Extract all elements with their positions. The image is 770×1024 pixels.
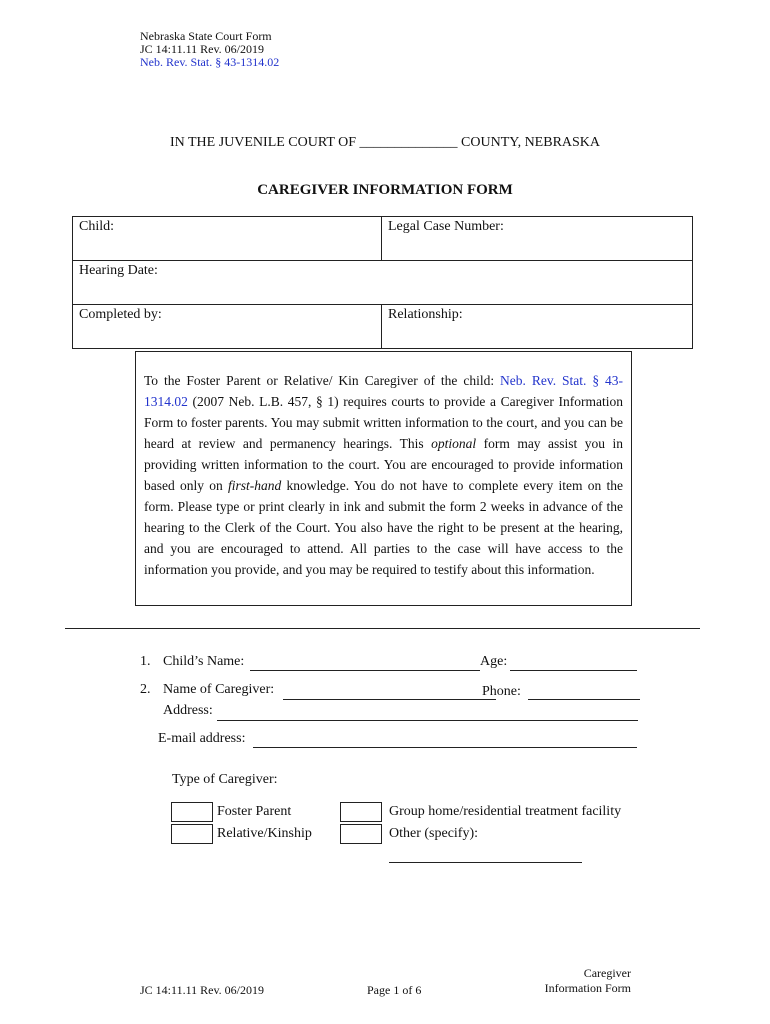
- group-home-label: Group home/residential treatment facility: [389, 804, 622, 819]
- other-label: Other (specify):: [389, 826, 479, 841]
- child-label: Child:: [79, 219, 115, 234]
- address-label: Address:: [163, 703, 213, 718]
- footer-form-title: [530, 966, 631, 996]
- form-header: [140, 30, 279, 69]
- hearing-date-label: Hearing Date:: [79, 263, 158, 278]
- footer-form-title-line2: Information Form: [544, 981, 631, 995]
- caregiver-type-label: Type of Caregiver:: [172, 772, 278, 787]
- group-home-checkbox[interactable]: [340, 802, 382, 822]
- age-input[interactable]: [510, 670, 637, 671]
- notice-text-2: form may assist you in providing written information to the court. You are encouraged to provide information based only on: [144, 436, 623, 493]
- email-input[interactable]: [253, 747, 637, 748]
- child-field[interactable]: [73, 217, 382, 261]
- footer-form-code: JC 14:11.11 Rev. 06/2019: [140, 983, 265, 997]
- notice-box: [135, 351, 632, 606]
- notice-text-1: (2007 Neb. L.B. 457, § 1) requires courts to provide a Caregiver Information Form to foster parents. You may submit written information to the court, and you can be heard at review and permanency hearings. This: [144, 394, 623, 451]
- address-input[interactable]: [217, 720, 638, 721]
- completed-by-label: Completed by:: [79, 307, 162, 322]
- form-code: JC 14:11.11 Rev. 06/2019: [140, 42, 265, 56]
- q2-number: 2.: [140, 682, 151, 697]
- relationship-field[interactable]: [382, 305, 693, 349]
- relationship-label: Relationship:: [388, 307, 463, 322]
- age-label: Age:: [480, 654, 508, 669]
- caregiver-name-input[interactable]: [283, 699, 496, 700]
- caregiver-name-label: Name of Caregiver:: [163, 682, 275, 697]
- notice-intro: To the Foster Parent or Relative/ Kin Caregiver of the child:: [144, 373, 501, 388]
- foster-parent-checkbox[interactable]: [171, 802, 213, 822]
- relative-kinship-label: Relative/Kinship: [217, 826, 312, 841]
- childs-name-input[interactable]: [250, 670, 480, 671]
- page-number: Page 1 of 6: [367, 983, 422, 997]
- other-specify-input[interactable]: [389, 862, 582, 863]
- court-line: IN THE JUVENILE COURT OF ______________ COUNTY, NEBRASKA: [169, 135, 601, 150]
- legal-case-number-field[interactable]: [382, 217, 693, 261]
- hearing-date-field[interactable]: [73, 261, 693, 305]
- completed-by-field[interactable]: [73, 305, 382, 349]
- notice-optional: optional: [431, 436, 477, 451]
- notice-text-3: knowledge. You do not have to complete every item on the form. Please type or print clearly in ink and submit the form 2 weeks in advance of the hearing to the Clerk of the Court. You also have the right to be present at the hearing, and you are encouraged to attend. All parties to the case will have access to the information you provide, and you may be required to testify about this information.: [144, 478, 623, 577]
- foster-parent-label: Foster Parent: [217, 804, 292, 819]
- phone-label: Phone:: [482, 684, 521, 699]
- footer-form-title-line1: Caregiver: [583, 966, 631, 980]
- notice-first-hand: first-hand: [227, 478, 282, 493]
- relative-kinship-checkbox[interactable]: [171, 824, 213, 844]
- page-title: CAREGIVER INFORMATION FORM: [257, 182, 513, 198]
- childs-name-label: Child’s Name:: [163, 654, 245, 669]
- legal-case-number-label: Legal Case Number:: [388, 219, 504, 234]
- form-name: Nebraska State Court Form: [140, 29, 272, 43]
- other-checkbox[interactable]: [340, 824, 382, 844]
- statute-link[interactable]: Neb. Rev. Stat. § 43-1314.02: [140, 55, 280, 69]
- q1-number: 1.: [140, 654, 151, 669]
- email-label: E-mail address:: [158, 731, 246, 746]
- phone-input[interactable]: [528, 699, 640, 700]
- section-divider: [65, 628, 700, 629]
- notice-statute-link[interactable]: Neb. Rev. Stat. § 43-1314.02: [144, 373, 624, 409]
- case-info-table: [72, 216, 693, 349]
